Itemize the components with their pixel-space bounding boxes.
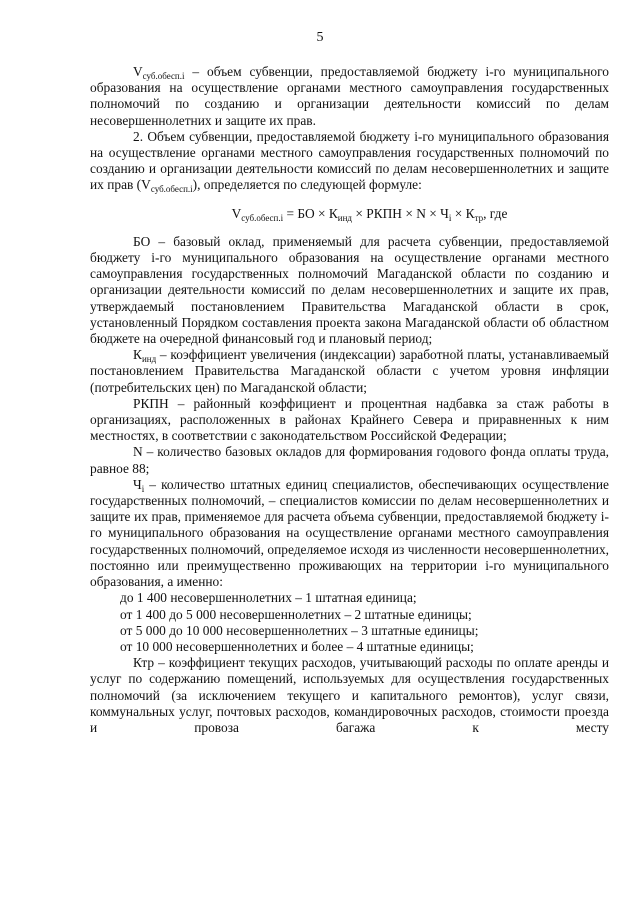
formula-ktr-subscript: тр [474,212,484,223]
ch-subscript: i [141,483,145,494]
v-definition-text: – объем субвенции, предоставляемой бюджету i-го муниципального образования на осуществление органами местного самоуправления государственных полномочий по созданию и организации деятельности комиссий по делам несовершеннолетних и защите их прав. [90,64,609,128]
document-body [90,64,609,736]
list-item: от 1 400 до 5 000 несовершеннолетних – 2 штатные единицы; [120,606,472,622]
kind-text: – коэффициент увеличения (индексации) заработной платы, устанавливаемый постановлением Правительства Магаданской области с учетом уровня инфляции (потребительских цен) по Магаданской области; [90,347,609,395]
formula-part-1: = БО × К [283,205,338,221]
var-v-subscript: суб.обесп.i [142,71,185,81]
formula-part-2: × РКПН × N × Ч [352,205,449,221]
paragraph-ch [90,477,609,590]
formula-part-3: × К [451,205,475,221]
ch-text: – количество штатных единиц специалистов, обеспечивающих осуществление государственных полномочий, – специалистов комиссии по делам несовершеннолетних и защите их прав, применяемое для расчета объема субвенции, предоставляемой бюджету i-го муниципального образования на осуществление органами местного самоуправления государственных полномочий, определяемое исходя из численности несовершеннолетних, постоянно или преимущественно проживающих на территории i-го муниципального образования, а именно: [90,476,609,590]
formula-lhs: V [231,205,242,221]
formula-ch-subscript: i [448,212,452,223]
formula-part-4: , где [483,205,508,221]
formula-lhs-subscript: суб.обесп.i [241,212,284,223]
paragraph-ktr: Ктр – коэффициент текущих расходов, учитывающий расходы по оплате аренды и услуг по содержанию помещений, используемых для осуществления государственных полномочий (за исключением текущего и капитального ремонтов), услуг связи, коммунальных услуг, почтовых расходов, командировочных расходов, стоимости проезда и провоза багажа к месту [90,655,609,735]
page-number: 5 [316,30,324,45]
list-item: от 10 000 несовершеннолетних и более – 4 штатные единицы; [120,638,474,654]
kind-symbol: К [133,347,142,363]
paragraph-2-text: 2. Объем субвенции, предоставляемой бюджету i-го муниципального образования на осуществление органами местного самоуправления государственных полномочий по созданию и организации деятельности комиссий по делам несовершеннолетних и защите их прав (V [90,128,609,193]
paragraph-2-tail: ), определяется по следующей формуле: [192,177,422,193]
formula [90,206,609,222]
kind-subscript: инд [141,354,157,365]
paragraph-rkpn: РКПН – районный коэффициент и процентная надбавка за стаж работы в организациях, расположенных в районах Крайнего Севера и приравненных к ним местностях, в соответствии с законодательством Российской Федерации; [90,395,609,444]
paragraph-2-subscript: суб.обесп.i [150,184,193,195]
paragraph-bo: БО – базовый оклад, применяемый для расчета субвенции, предоставляемой бюджету i-го муниципального образования на осуществление органами местного самоуправления государственных полномочий Магаданской области по созданию и организации деятельности комиссий по делам несовершеннолетних и защите их прав, утверждаемый постановлением Правительства Магаданской области в срок, установленный Порядком составления проекта закона Магаданской области об областном бюджете на очередной финансовый год и плановый период; [90,233,609,347]
staff-tier-list [90,590,609,655]
paragraph-2 [90,129,609,194]
paragraph-kind [90,347,609,396]
list-item: до 1 400 несовершеннолетних – 1 штатная единица; [120,590,417,606]
paragraph-v-definition [90,64,609,129]
formula-kind-subscript: инд [337,212,353,223]
list-item: от 5 000 до 10 000 несовершеннолетних – 3 штатные единицы; [120,622,479,638]
var-v: V [133,64,143,79]
ch-symbol: Ч [133,476,142,492]
paragraph-n: N – количество базовых окладов для формирования годового фонда оплаты труда, равное 88; [90,444,609,476]
